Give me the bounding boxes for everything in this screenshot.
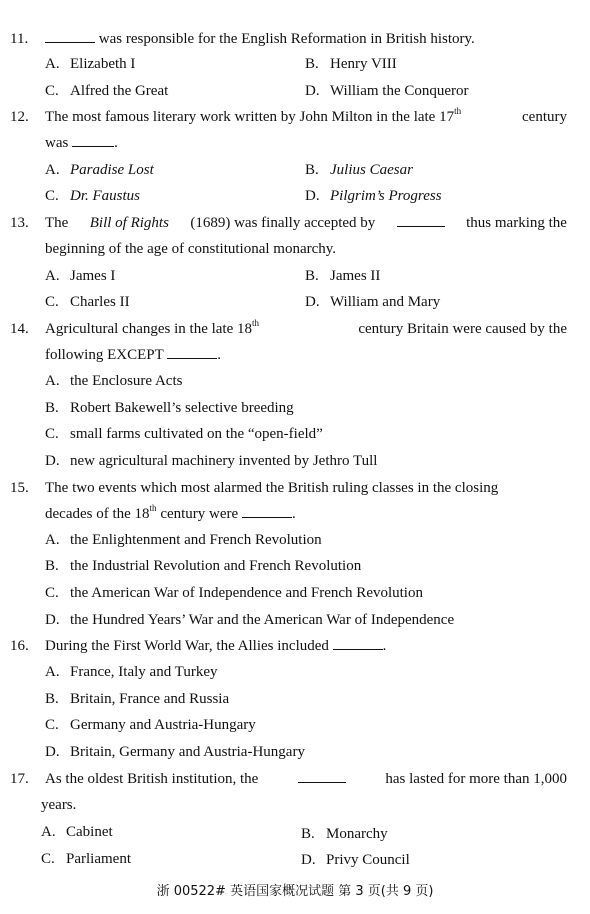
option-b: B. Monarchy: [301, 826, 388, 842]
page-footer: 浙 00522# 英语国家概况试题 第 3 页(共 9 页): [156, 884, 434, 899]
option-c: C. Charles II: [45, 294, 130, 310]
answer-blank: [242, 505, 292, 518]
option-c: C. the American War of Independence and French Revolution: [45, 585, 423, 601]
answer-blank: [298, 770, 346, 783]
option-b: B. James II: [305, 268, 381, 284]
question-number: 17.: [10, 771, 29, 787]
option-d: D. Pilgrim’s Progress: [305, 188, 442, 204]
option-b: B. Robert Bakewell’s selective breeding: [45, 400, 294, 416]
question-stem: As the oldest British institution, the has lasted for more than 1,000: [45, 771, 567, 787]
question-number: 15.: [10, 480, 29, 496]
option-d: D. the Hundred Years’ War and the American War of Independence: [45, 612, 455, 628]
question-stem-line2: was .: [45, 135, 118, 151]
question-stem: During the First World War, the Allies included .: [45, 638, 387, 654]
question-number: 13.: [10, 215, 29, 231]
option-a: A. Paradise Lost: [45, 162, 154, 178]
option-d: D. William the Conqueror: [305, 83, 469, 99]
question-number: 11.: [10, 31, 29, 47]
question-stem-line2: years.: [41, 797, 77, 813]
question-number: 14.: [10, 321, 29, 337]
question-number: 12.: [10, 109, 29, 125]
question-stem: was responsible for the English Reformation in British history.: [45, 30, 475, 48]
option-c: C. Dr. Faustus: [45, 188, 141, 204]
question-number: 16.: [10, 638, 29, 654]
question-stem-line2: following EXCEPT .: [45, 347, 221, 363]
option-a: A. Cabinet: [41, 824, 113, 840]
option-a: A. James I: [45, 268, 116, 284]
option-c: C. Parliament: [41, 851, 131, 867]
option-a: A. the Enlightenment and French Revolution: [45, 532, 322, 548]
option-d: D. William and Mary: [305, 294, 441, 310]
option-b: B. Britain, France and Russia: [45, 691, 230, 707]
option-d: D. Britain, Germany and Austria-Hungary: [45, 744, 305, 760]
option-d: D. Privy Council: [301, 852, 410, 868]
option-c: C. Alfred the Great: [45, 83, 169, 99]
question-stem: Agricultural changes in the late 18th century Britain were caused by the: [45, 318, 567, 337]
answer-blank: [72, 134, 114, 147]
option-c: C. Germany and Austria-Hungary: [45, 717, 256, 733]
option-d: D. new agricultural machinery invented by Jethro Tull: [45, 453, 378, 469]
answer-blank: [333, 637, 383, 650]
option-a: A. France, Italy and Turkey: [45, 664, 218, 680]
option-b: B. the Industrial Revolution and French Revolution: [45, 558, 362, 574]
question-stem-line2: decades of the 18th century were .: [45, 503, 296, 522]
option-b: B. Julius Caesar: [305, 162, 413, 178]
option-b: B. Henry VIII: [305, 56, 397, 72]
question-stem: The Bill of Rights (1689) was finally accepted by thus marking the: [45, 215, 567, 231]
question-stem: The most famous literary work written by John Milton in the late 17th century: [45, 106, 567, 125]
question-stem: The two events which most alarmed the British ruling classes in the closing: [45, 480, 499, 496]
answer-blank: [167, 346, 217, 359]
question-stem-line2: beginning of the age of constitutional monarchy.: [45, 241, 337, 257]
option-c: C. small farms cultivated on the “open-field”: [45, 426, 323, 442]
answer-blank: [397, 214, 445, 227]
option-a: A. the Enclosure Acts: [45, 373, 183, 389]
option-a: A. Elizabeth I: [45, 56, 136, 72]
answer-blank: [45, 30, 95, 43]
